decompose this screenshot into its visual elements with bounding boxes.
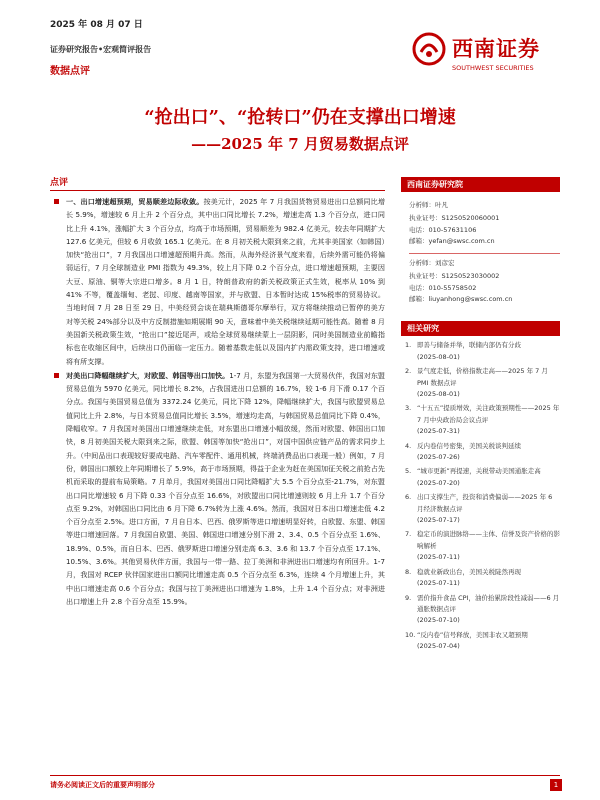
related-item[interactable] — [405, 593, 560, 627]
related-number: 5. — [405, 467, 412, 476]
related-date: (2025-07-11) — [417, 553, 460, 562]
sidebar-heading: 西南证券研究院 — [401, 177, 560, 192]
related-title: 稳就业新政出台，美国关税陡然再现 — [417, 567, 521, 576]
related-date: (2025-08-01) — [417, 352, 460, 361]
related-number: 4. — [405, 441, 412, 450]
related-date: (2025-07-31) — [417, 427, 460, 436]
footer-divider — [50, 775, 560, 776]
logo-emblem-icon — [412, 32, 446, 66]
related-number: 1. — [405, 341, 412, 350]
related-number: 3. — [405, 404, 412, 413]
footer-disclaimer: 请务必阅读正文后的重要声明部分 — [50, 781, 155, 789]
related-title: 出口支撑生产，投资和消费偏弱——2025 年 6 月经济数据点评 — [417, 493, 553, 513]
analyst-name: 分析师：叶凡 — [409, 201, 448, 209]
related-title: “反内卷”信号释放，美国非农又超预期 — [417, 630, 528, 639]
related-date: (2025-07-10) — [417, 616, 460, 625]
body-paragraph — [50, 195, 385, 368]
analyst-card — [401, 192, 560, 305]
analyst-divider — [409, 253, 560, 254]
related-date: (2025-08-01) — [417, 390, 460, 398]
sidebar — [401, 177, 560, 656]
related-number: 10. — [405, 630, 416, 639]
paragraph-text: 1-7 月，东盟为我国第一大贸易伙伴，我国对东盟贸易总值为 5970 亿美元，同比增长 8.2%，占我国进出口总额的 16.7%，较 1-6 月下滑 0.17 个百分点。我国与美国贸易总值为 3372.24 亿美元，同比下降 12%，降幅继续扩大，我国与欧盟贸易总值同比上升 2.8%，与日本贸易总值同比增长 3.5%，增速均走高，与韩国贸易总值同比下降 0.4%，降幅收窄。7 月我国对美国出口增速继续走低，对东盟出口增速小幅放缓，然而对欧盟、韩国出口加快，8 月初美国关税大限到来之际，欧盟、韩国等加快“抢出口”，对国中国供应链产品的需求同步上升。（中间品出口表现较好要成电路、汽车零配件、通用机械，终端消费品出口表现一般）例如，7 月份，韩国出口额较上年同期增长了 5.9%，高于市场预期，得益于企业为赶在美国加征关税之前抢占先机而采取的提前布局策略。7 月单月，我国对美国出口同比降幅扩大 5.5 个百分点至-21.7%，对东盟出口同比增速较 6 月下降 0.33 个百分点至 16.6%，对欧盟出口同比增速则较 6 月上升 1.7 个百分点至 9.2%，对韩国出口同比由 6 月下降 6.7%转为上涨 4.6%。然而，我国对日本出口增速走低 4.2 个百分点至 2.5%。进口方面，7 月自日本、巴西、俄罗斯等进口增速明显好转，自欧盟、东盟、韩国等进口增速回落。7 月我国自欧盟、美国、韩国进口增速分别下滑 2、3.4、0.5 个百分点至 1.6%、18.9%、0.5%，而自日本、巴西、俄罗斯进口增速分别走高 6.3、3.6 和 13.7 个百分点至 17.1%、10.5%、3.6%。其他贸易伙伴方面，我国与一带一路、拉丁美洲和非洲进出口增速均有所回升。1-7 月，我国对 RCEP 伙伴国家进出口额同比增速走高 0.5 个百分点至 6.3%，连续 4 个月增速上升，其中出口增速走高 0.6 个百分点；我国与拉丁美洲进出口增速为 1.8%，上升 1.4 个百分点；对非洲进出口增速上升 2.8 个百分点至 15.9%。 — [66, 370, 386, 606]
report-subtitle: ——2025 年 7 月贸易数据点评 — [191, 135, 409, 153]
related-item[interactable] — [405, 567, 560, 590]
related-item[interactable] — [405, 403, 560, 437]
related-title: 需价指升食品 CPI，油价抬累阶段性减弱——6 月通胀数据点评 — [417, 593, 560, 613]
analyst-email[interactable]: 邮箱：liuyanhong@swsc.com.cn — [409, 295, 513, 304]
related-date: (2025-07-04) — [417, 642, 460, 651]
paragraph-lead: 一、出口增速超预期，贸易顺差边际收敛。 — [66, 197, 204, 206]
analyst-phone: 电话：010-57631106 — [409, 225, 477, 234]
section-label: 点评 — [50, 178, 69, 188]
report-date: 2025 年 08 月 07 日 — [50, 20, 143, 30]
related-title: 景气度走低，价格指数走高——2025 年 7 月 PMI 数据点评 — [417, 367, 548, 387]
paragraph-lead: 对美出口降幅继续扩大，对欧盟、韩国等出口加快。 — [66, 370, 230, 380]
related-list — [401, 336, 560, 652]
related-heading: 相关研究 — [401, 321, 560, 336]
report-type: 证券研究报告•宏观简评报告 — [50, 45, 152, 54]
related-title: “城市更新”再提速，关税带动美国通胀走高 — [417, 467, 541, 476]
logo-name: 西南证券 — [452, 36, 540, 61]
bullet-icon — [54, 199, 59, 204]
related-number: 2. — [405, 367, 412, 376]
report-category: 数据点评 — [50, 66, 90, 77]
related-title: 稳定币的演进脉络——主体、信誉及资产价格的影响解析 — [417, 530, 560, 550]
analyst-name: 分析师：刘彦宏 — [409, 259, 455, 268]
body-paragraph — [50, 369, 385, 608]
paragraph-text: 按美元计，2025 年 7 月我国货物贸易进出口总额同比增长 5.9%，增速较 6 月上升 2 个百分点，其中出口同比增长 7.2%，增速走高 1.3 个百分点，进口同比上升 4.1%，涨幅扩大 3 个百分点，均高于市场预期，贸易顺差为 982.4 亿美元，较去年同期扩大 127.6 亿美元，但较 6 月收敛 165.1 亿美元。在 8 月初关税大限到来之前，尤其非美国家（如韩国）加快“抢出口”，7 月我国出口增速超预期升高。然而，从海外经济景气度来看，后续外需可能仍将偏弱运行，7 月全球制造业 PMI 指数为 49.3%，较上月下降 0.2 个百分点，进口增速超预期，主要因大豆、原油、铜等大宗进口增多。8 月 1 日，特朗普政府的新关税政策正式生效，税率从 10% 到 41% 不等，覆盖缅甸、老挝、印度、越南等国家，并与欧盟、日本暂时达成 15%税率的贸易协议。当地时间 7 月 28 日至 29 日，中美经贸会谈在瑞典斯德哥尔摩举行，双方将继续推动已暂停的美方对等关税 24%部分以及中方反制措施如期展期 90 天，意味着中美关税继续延期可能性高。随着 8 月美国新关税政策生效，“抢出口”接近尾声，或给全球贸易继续蒙上一层阴影，同时美国制造业前瞻指标也在收缩区间中，后续出口仍面临一定压力。随着基数走低以及国内扩内需政策支持，进口增速或将有所支撑。 — [66, 197, 385, 366]
bullet-icon — [54, 373, 59, 378]
analyst-license: 执业证号：S1250520060001 — [409, 214, 500, 223]
related-title: 反内卷信号密集，美国关税谈判延续 — [417, 441, 521, 450]
related-item[interactable] — [405, 529, 560, 563]
related-item[interactable] — [405, 630, 560, 653]
related-item[interactable] — [405, 366, 560, 400]
related-number: 6. — [405, 493, 412, 502]
related-date: (2025-07-20) — [417, 478, 460, 487]
related-number: 7. — [405, 530, 412, 539]
logo-subtitle: SOUTHWEST SECURITIES — [452, 64, 534, 72]
analyst-phone: 电话：010-55758502 — [409, 283, 477, 292]
related-date: (2025-07-17) — [417, 516, 460, 525]
related-date: (2025-07-11) — [417, 579, 460, 588]
related-item[interactable] — [405, 466, 560, 489]
section-divider — [50, 190, 385, 191]
related-number: 9. — [405, 593, 412, 602]
page-number: 1 — [550, 779, 562, 791]
related-title: 即善与储备并举，联储内部仍有分歧 — [417, 341, 521, 350]
main-body — [50, 195, 385, 609]
related-date: (2025-07-26) — [417, 453, 460, 462]
related-item[interactable] — [405, 441, 560, 464]
report-title: “抢出口”、“抢转口”仍在支撑出口增速 — [144, 107, 456, 128]
related-number: 8. — [405, 567, 412, 576]
related-title: “十五五”提质增效，关注政策预期性——2025 年 7 月中央政治局会议点评 — [417, 404, 560, 424]
analyst-email[interactable]: 邮箱：yefan@swsc.com.cn — [409, 236, 495, 245]
analyst-license: 执业证号：S1250523030002 — [409, 272, 500, 281]
company-logo — [412, 26, 562, 76]
related-item[interactable] — [405, 492, 560, 526]
related-item[interactable] — [405, 340, 560, 363]
